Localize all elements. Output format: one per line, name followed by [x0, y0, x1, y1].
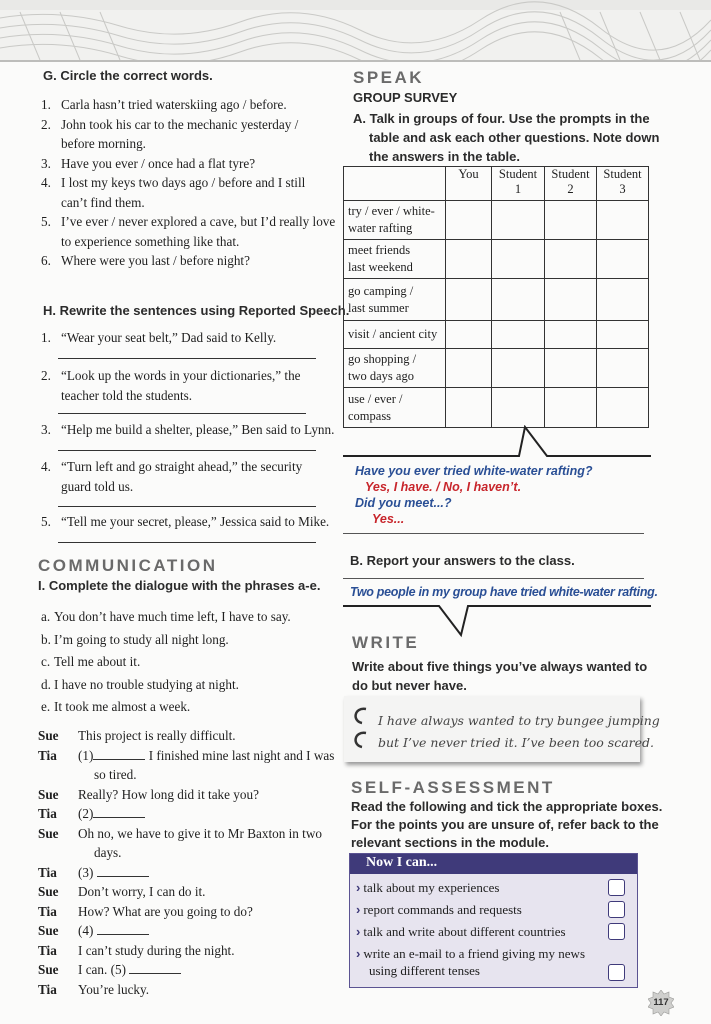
answer-cell[interactable]: [597, 279, 649, 321]
row-prompt: use / ever / compass: [344, 388, 446, 428]
answer-line[interactable]: [58, 413, 306, 414]
answer-cell[interactable]: [492, 279, 545, 321]
task-h-item-2: 2. “Look up the words in your dictionaries,” the teacher told the students.: [41, 368, 301, 403]
answer-cell[interactable]: [597, 321, 649, 349]
answer-cell[interactable]: [446, 279, 492, 321]
checkbox[interactable]: [608, 879, 625, 896]
answer-cell[interactable]: [597, 388, 649, 428]
ring-binder-icon: [350, 705, 374, 753]
answer-cell[interactable]: [597, 201, 649, 240]
chevron-right-icon: ›: [356, 924, 361, 939]
chevron-right-icon: ›: [356, 946, 361, 961]
answer-cell[interactable]: [492, 321, 545, 349]
answer-cell[interactable]: [545, 240, 597, 279]
col-header: Student 1: [492, 167, 545, 201]
list-item: 3. Have you ever / once had a flat tyre?: [41, 155, 256, 171]
answer-cell[interactable]: [597, 240, 649, 279]
answer-blank[interactable]: [93, 805, 145, 818]
row-prompt: go shopping / two days ago: [344, 349, 446, 388]
report-example: Two people in my group have tried white-water rafting.: [350, 585, 658, 599]
row-prompt: go camping / last summer: [344, 279, 446, 321]
checklist-item: › talk and write about different countries: [356, 924, 566, 939]
divider: [343, 578, 644, 579]
list-item: c. Tell me about it.: [41, 654, 141, 669]
now-i-can-box: [349, 853, 638, 988]
checkbox[interactable]: [608, 901, 625, 918]
write-section-title: WRITE: [352, 633, 420, 652]
answer-cell[interactable]: [545, 388, 597, 428]
dialogue-line: Tia You’re lucky.: [38, 981, 150, 997]
chevron-right-icon: ›: [356, 902, 361, 917]
answer-line[interactable]: [58, 450, 316, 451]
now-i-can-header: Now I can...: [350, 854, 637, 874]
speak-example-dialogue: Have you ever tried white-water rafting? Yes, I have. / No, I haven’t. Did you meet...? Yes...: [355, 464, 593, 526]
answer-cell[interactable]: [545, 201, 597, 240]
write-task: Write about five things you’ve always wanted to do but never have.: [352, 659, 648, 693]
answer-blank[interactable]: [129, 961, 181, 974]
row-prompt: meet friends last weekend: [344, 240, 446, 279]
checklist-item: › write an e-mail to a friend giving my news using different tenses: [356, 946, 586, 978]
dialogue-line: Tia How? What are you going to do?: [38, 903, 253, 919]
answer-cell[interactable]: [492, 240, 545, 279]
dialogue: [38, 726, 338, 999]
dialogue-line: Sue I can. (5): [38, 960, 338, 980]
task-i-title: I. Complete the dialogue with the phrases a-e.: [38, 578, 321, 593]
row-prompt: visit / ancient city: [344, 321, 446, 349]
list-item: 6. Where were you last / before night?: [41, 253, 250, 268]
group-survey-subtitle: GROUP SURVEY: [353, 90, 458, 105]
phrases-list: [41, 607, 341, 717]
answer-cell[interactable]: [545, 349, 597, 388]
answer-cell[interactable]: [492, 349, 545, 388]
task-g-title: G. Circle the correct words.: [43, 68, 213, 83]
answer-cell[interactable]: [545, 321, 597, 349]
self-assessment-title: SELF-ASSESSMENT: [351, 778, 555, 797]
checkbox[interactable]: [608, 923, 625, 940]
answer-cell[interactable]: [446, 240, 492, 279]
answer-blank[interactable]: [97, 864, 149, 877]
answer-cell[interactable]: [446, 349, 492, 388]
task-h-title: H. Rewrite the sentences using Reported Speech.: [43, 303, 350, 318]
answer-blank[interactable]: [93, 747, 145, 760]
self-assessment-task: Read the following and tick the appropriate boxes. For the points you are unsure of, refer back to the relevant sections in the module.: [351, 799, 663, 850]
page-header-band: [0, 0, 711, 62]
answer-cell[interactable]: [597, 349, 649, 388]
list-item: a. You don’t have much time left, I have to say.: [41, 609, 291, 624]
col-header: You: [446, 167, 492, 201]
dialogue-line: Sue Don’t worry, I can do it.: [38, 884, 206, 899]
dialogue-line: Sue Oh no, we have to give it to Mr Baxton in two days.: [38, 825, 322, 860]
dialogue-line: Sue This project is really difficult.: [38, 728, 236, 743]
task-h-item-5: 5. “Tell me your secret, please,” Jessica said to Mike.: [41, 514, 330, 529]
list-item: 4. I lost my keys two days ago / before and I still can’t find them.: [41, 175, 306, 210]
answer-line[interactable]: [58, 358, 316, 359]
answer-cell[interactable]: [545, 279, 597, 321]
answer-cell[interactable]: [446, 201, 492, 240]
answer-cell[interactable]: [446, 388, 492, 428]
row-prompt: try / ever / white- water rafting: [344, 201, 446, 240]
task-h-item-3: 3. “Help me build a shelter, please,” Ben said to Lynn.: [41, 422, 335, 437]
list-item: b. I’m going to study all night long.: [41, 631, 229, 647]
checklist-item: › talk about my experiences: [356, 880, 500, 895]
dialogue-line: Tia (2): [38, 804, 338, 824]
answer-line[interactable]: [58, 506, 316, 507]
list-item: 2. John took his car to the mechanic yesterday / before morning.: [41, 116, 299, 151]
dialogue-line: Tia (1) I finished mine last night and I was so tired.: [38, 747, 335, 782]
list-item: d. I have no trouble studying at night.: [41, 676, 239, 692]
answer-cell[interactable]: [446, 321, 492, 349]
list-item: e. It took me almost a week.: [41, 699, 191, 714]
col-header: Student 3: [597, 167, 649, 201]
speak-section-title: SPEAK: [353, 68, 425, 87]
checklist-item: › report commands and requests: [356, 902, 522, 917]
answer-cell[interactable]: [492, 201, 545, 240]
task-g-list: [41, 95, 341, 271]
wave-pattern: [0, 0, 711, 62]
table-corner: [344, 167, 446, 201]
speak-task-a: A. Talk in groups of four. Use the prompts in the table and ask each other questions. Note down the answers in the table.: [353, 111, 660, 164]
survey-table: [343, 166, 649, 428]
task-h-item-1: 1. “Wear your seat belt,” Dad said to Kelly.: [41, 330, 277, 345]
answer-line[interactable]: [58, 542, 316, 543]
chevron-right-icon: ›: [356, 880, 361, 895]
speak-task-b: B. Report your answers to the class.: [350, 553, 575, 568]
divider: [343, 533, 644, 534]
page-number: 117: [653, 997, 669, 1008]
task-h-item-4: 4. “Turn left and go straight ahead,” the security guard told us.: [41, 459, 303, 494]
handwritten-example: I have always wanted to try bungee jumping but I’ve never tried it. I’ve been too scared.: [378, 713, 660, 750]
list-item: 1. Carla hasn’t tried waterskiing ago / before.: [41, 97, 287, 112]
answer-cell[interactable]: [492, 388, 545, 428]
col-header: Student 2: [545, 167, 597, 201]
speech-bubble-pointer: [341, 425, 653, 461]
dialogue-line: Tia (3): [38, 863, 338, 883]
answer-blank[interactable]: [97, 922, 149, 935]
communication-section-title: COMMUNICATION: [38, 556, 218, 575]
dialogue-line: Tia I can’t study during the night.: [38, 942, 235, 958]
dialogue-line: Sue Really? How long did it take you?: [38, 786, 259, 802]
checkbox[interactable]: [608, 964, 625, 981]
list-item: 5. I’ve ever / never explored a cave, but I’d really love to experience something like that.: [41, 214, 336, 249]
dialogue-line: Sue (4): [38, 921, 338, 941]
